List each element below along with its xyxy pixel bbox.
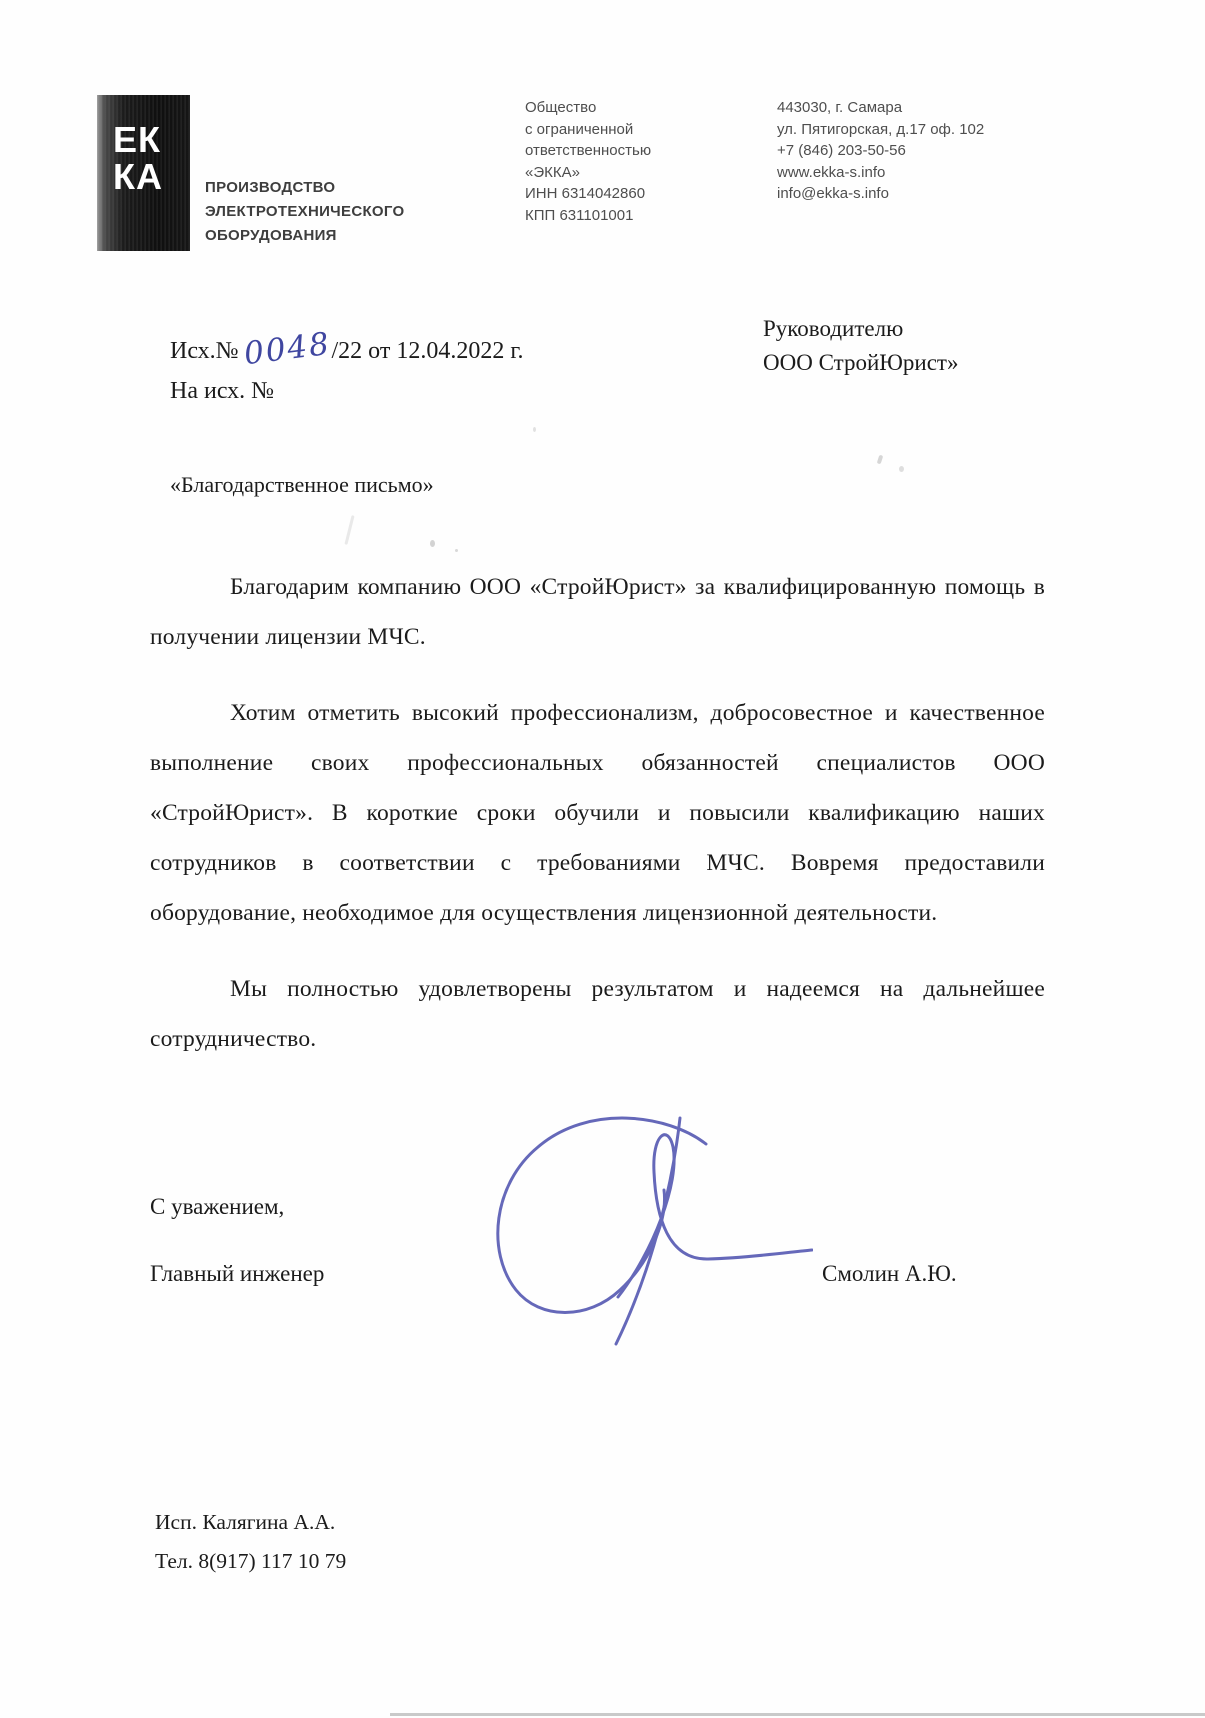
logo-line-2: КА xyxy=(113,156,163,197)
ekka-logo-text xyxy=(113,121,163,195)
company-kpp: КПП 631101001 xyxy=(525,206,634,224)
logo-line-1: ЕК xyxy=(113,119,161,160)
handwritten-outgoing-number: 0048 xyxy=(241,325,333,373)
executor-phone: Тел. 8(917) 117 10 79 xyxy=(155,1549,347,1573)
scan-artifact xyxy=(877,455,884,465)
scan-artifact xyxy=(899,466,904,472)
addressee-company: ООО СтройЮрист» xyxy=(763,350,959,375)
executor-name: Исп. Калягина А.А. xyxy=(155,1510,336,1534)
closing-salutation: С уважением, xyxy=(150,1194,285,1219)
company-contacts xyxy=(777,97,984,205)
signer-name: Смолин А.Ю. xyxy=(822,1261,957,1286)
contact-phone: +7 (846) 203-50-56 xyxy=(777,142,906,159)
outgoing-ref-prefix: Исх.№ xyxy=(170,338,239,364)
scan-artifact xyxy=(533,427,536,432)
scan-artifact xyxy=(455,549,458,552)
company-detail-line: с ограниченной xyxy=(525,120,634,138)
body-paragraph-3: Мы полностью удовлетворены результатом и надеемся на дальнейшее сотрудничество. xyxy=(150,976,1045,1052)
outgoing-reference-line xyxy=(170,325,524,373)
tagline-line: ПРОИЗВОДСТВО xyxy=(205,179,336,196)
company-detail-line: «ЭККА» xyxy=(525,163,580,181)
incoming-reference-line: На исх. № xyxy=(170,378,275,404)
letter-body xyxy=(150,562,1045,1090)
body-paragraph-2: Хотим отметить высокий профессионализм, добросовестное и качественное выполнение своих профессиональных обязанностей специалистов ООО «СтройЮрист». В короткие сроки обучили и повысили квалификацию наших сотрудников в соответствии с требованиями МЧС. Вовремя предоставили оборудование, необходимое для осуществления лицензионной деятельности. xyxy=(150,700,1045,926)
addressee-block xyxy=(763,312,958,380)
company-tagline xyxy=(205,176,404,248)
contact-address-line: ул. Пятигорская, д.17 оф. 102 xyxy=(777,120,985,138)
scan-artifact xyxy=(430,540,435,547)
handwritten-signature xyxy=(468,1112,813,1347)
tagline-line: ОБОРУДОВАНИЯ xyxy=(205,227,337,244)
ekka-logo xyxy=(97,95,190,251)
company-detail-line: Общество xyxy=(525,99,597,116)
contact-website: www.ekka-s.info xyxy=(777,163,886,181)
tagline-line: ЭЛЕКТРОТЕХНИЧЕСКОГО xyxy=(205,203,405,220)
signer-title: Главный инженер xyxy=(150,1261,325,1286)
contact-email: info@ekka-s.info xyxy=(777,185,889,202)
contact-address-line: 443030, г. Самара xyxy=(777,99,903,116)
scan-artifact xyxy=(344,515,354,545)
company-detail-line: ответственностью xyxy=(525,142,652,159)
scan-edge-artifact xyxy=(390,1713,1205,1716)
letter-subject: «Благодарственное письмо» xyxy=(170,472,434,497)
outgoing-ref-suffix: /22 от 12.04.2022 г. xyxy=(331,338,524,364)
addressee-title: Руководителю xyxy=(763,316,904,341)
company-inn: ИНН 6314042860 xyxy=(525,185,646,202)
body-paragraph-1: Благодарим компанию ООО «СтройЮрист» за квалифицированную помощь в получении лицензии МЧС. xyxy=(150,574,1045,650)
company-details xyxy=(525,97,651,226)
